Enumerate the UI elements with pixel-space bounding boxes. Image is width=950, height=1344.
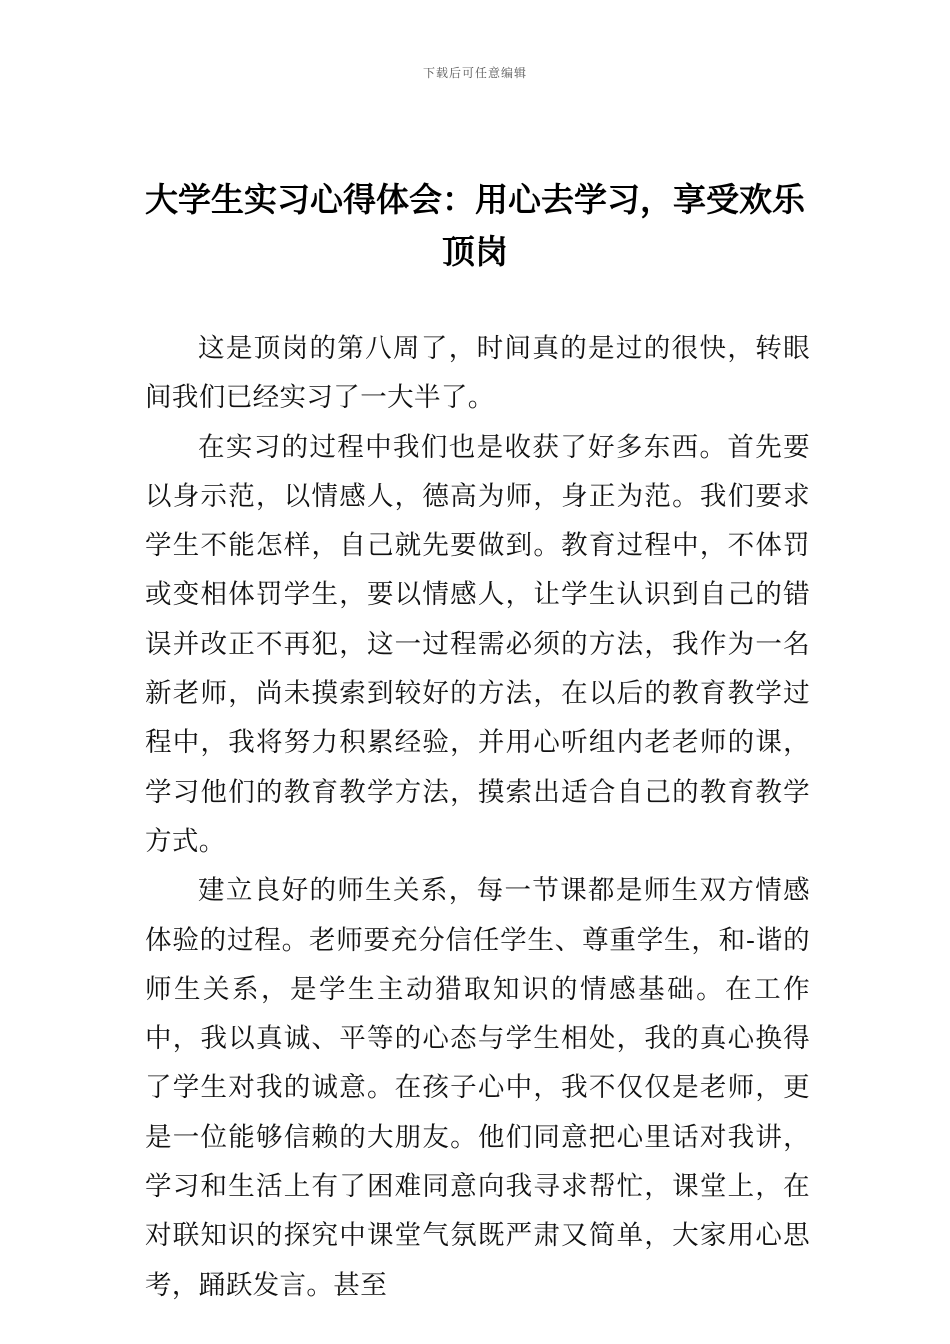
paragraph: 建立良好的师生关系，每一节课都是师生双方情感体验的过程。老师要充分信任学生、尊重学生，和-谐的师生关系，是学生主动猎取知识的情感基础。在工作中，我以真诚、平等的心态与学生相处，我的真心换得了学生对我的诚意。在孩子心中，我不仅仅是老师，更是一位能够信赖的大朋友。他们同意把心里话对我讲，学习和生活上有了困难同意向我寻求帮忙，课堂上，在对联知识的探究中课堂气氛既严肃又简单，大家用心思考，踊跃发言。甚至 [145,875,810,1301]
paragraph: 在实习的过程中我们也是收获了好多东西。首先要以身示范，以情感人，德高为师，身正为范。我们要求学生不能怎样，自己就先要做到。教育过程中，不体罚或变相体罚学生，要以情感人，让学生认识到自己的错误并改正不再犯，这一过程需必须的方法，我作为一名新老师，尚未摸索到较好的方法，在以后的教育教学过程中，我将努力积累经验，并用心听组内老老师的课，学习他们的教育教学方法，摸索出适合自己的教育教学方式。 [145,431,810,857]
page-header-note: 下载后可任意编辑 [422,66,527,80]
document-body [145,324,810,1310]
paragraph: 这是顶岗的第八周了，时间真的是过的很快，转眼间我们已经实习了一大半了。 [145,333,810,414]
document-title: 大学生实习心得体会：用心去学习，享受欢乐顶岗 [145,180,805,271]
